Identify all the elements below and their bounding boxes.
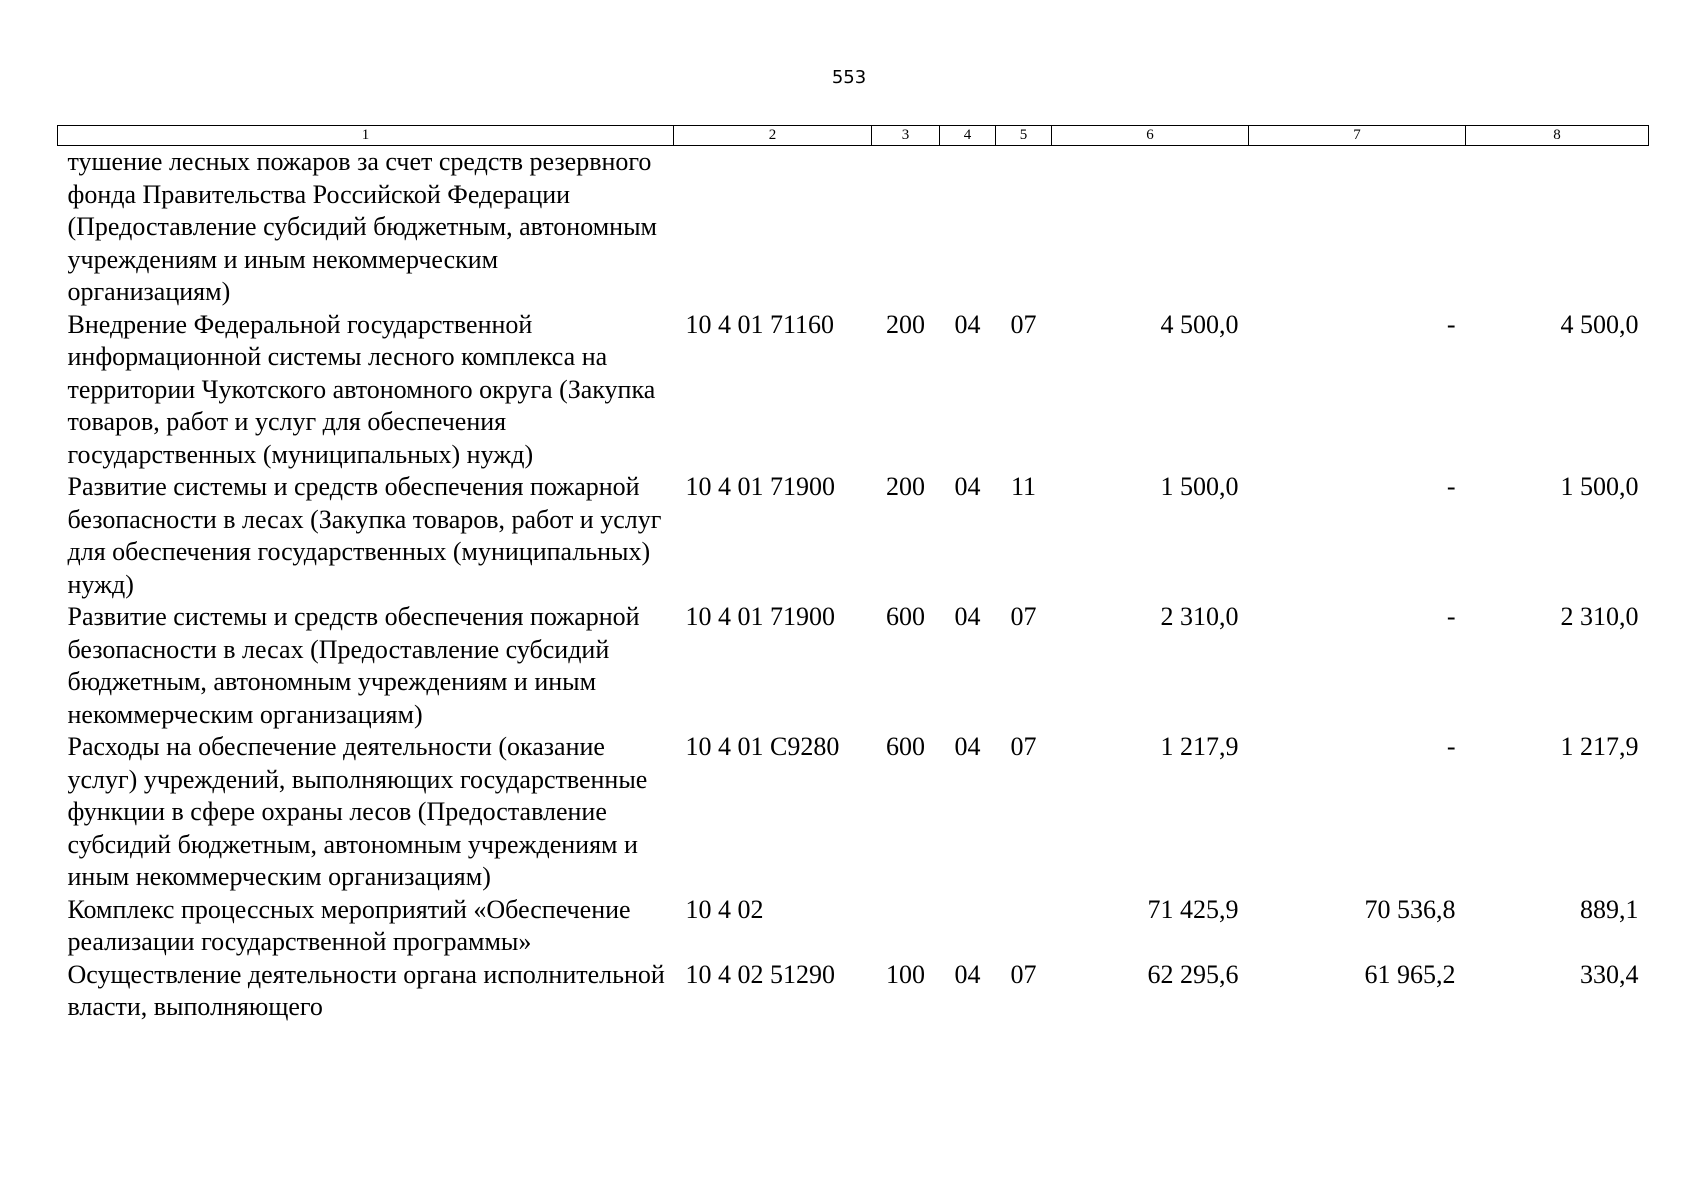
row-section [940, 894, 996, 959]
row-regional: 2 310,0 [1560, 602, 1639, 631]
row-subsection: 07 [1010, 732, 1037, 761]
column-header-8: 8 [1466, 126, 1649, 146]
row-federal: - [1446, 732, 1456, 761]
row-subsection: 07 [1010, 602, 1037, 631]
row-name: Развитие системы и средств обеспечения пожарной безопасности в лесах (Предоставление субсидий бюджетным, автономным учреждениям и иным некоммерческим организациям) [67, 602, 640, 729]
row-total: 1 217,9 [1160, 732, 1239, 761]
row-target-code: 10 4 02 [685, 894, 764, 924]
row-expense-type: 600 [886, 732, 925, 761]
row-total: 4 500,0 [1160, 309, 1239, 339]
row-subsection: 07 [1010, 309, 1037, 339]
table-row [58, 894, 1649, 959]
budget-table [57, 125, 1649, 1024]
row-regional: 330,4 [1580, 959, 1639, 989]
row-section: 04 [954, 602, 981, 631]
row-name: Комплекс процессных мероприятий «Обеспечение реализации государственной программы» [67, 894, 631, 956]
column-header-1: 1 [58, 126, 674, 146]
column-header-3: 3 [872, 126, 940, 146]
column-header-4: 4 [940, 126, 996, 146]
row-subsection: 11 [1010, 472, 1037, 501]
row-target-code: 10 4 01 71900 [685, 602, 835, 631]
row-section: 04 [954, 472, 981, 501]
table-row [58, 959, 1649, 1024]
row-target-code: 10 4 01 С9280 [685, 732, 840, 761]
row-federal: 70 536,8 [1364, 894, 1456, 924]
row-expense-type [872, 146, 940, 309]
column-header-2: 2 [674, 126, 872, 146]
row-name: тушение лесных пожаров за счет средств резервного фонда Правительства Российской Федерации (Предоставление субсидий бюджетным, автономным учреждениям и иным некоммерческим организациям) [67, 147, 657, 306]
row-federal: 61 965,2 [1364, 959, 1456, 989]
table-row [58, 731, 1649, 894]
row-section: 04 [954, 732, 981, 761]
table-row [58, 601, 1649, 731]
row-federal: - [1446, 472, 1456, 501]
row-section: 04 [954, 309, 981, 339]
row-subsection [996, 146, 1052, 309]
row-name: Расходы на обеспечение деятельности (оказание услуг) учреждений, выполняющих государственные функции в сфере охраны лесов (Предоставление субсидий бюджетным, автономным учреждениям и иным некоммерческим организациям) [67, 732, 648, 891]
row-subsection [996, 894, 1052, 959]
column-header-5: 5 [996, 126, 1052, 146]
row-regional: 1 500,0 [1560, 472, 1639, 501]
column-header-7: 7 [1249, 126, 1466, 146]
row-total: 62 295,6 [1147, 959, 1239, 989]
row-target-code [674, 146, 872, 309]
row-name: Осуществление деятельности органа исполнительной власти, выполняющего [67, 959, 665, 1021]
row-expense-type: 600 [886, 602, 925, 631]
row-regional: 889,1 [1580, 894, 1639, 924]
row-regional [1466, 146, 1649, 309]
table-row [58, 146, 1649, 309]
row-name: Развитие системы и средств обеспечения пожарной безопасности в лесах (Закупка товаров, работ и услуг для обеспечения государственных (муниципальных) нужд) [67, 472, 662, 599]
row-regional: 1 217,9 [1560, 732, 1639, 761]
table-row [58, 471, 1649, 601]
row-federal: - [1446, 602, 1456, 631]
row-total [1052, 146, 1249, 309]
table-row [58, 309, 1649, 472]
column-number-header [58, 126, 1649, 146]
row-regional: 4 500,0 [1560, 309, 1639, 339]
row-expense-type: 200 [886, 309, 925, 339]
row-federal: - [1446, 309, 1456, 339]
row-expense-type: 100 [886, 959, 925, 989]
row-total: 1 500,0 [1160, 472, 1239, 501]
column-header-6: 6 [1052, 126, 1249, 146]
row-target-code: 10 4 02 51290 [685, 959, 835, 989]
row-name: Внедрение Федеральной государственной информационной системы лесного комплекса на территории Чукотского автономного округа (Закупка товаров, работ и услуг для обеспечения государственных (муниципальных) нужд) [67, 309, 656, 469]
row-federal [1249, 146, 1466, 309]
row-total: 71 425,9 [1147, 894, 1239, 924]
page-number: 553 [831, 67, 867, 88]
row-expense-type: 200 [886, 472, 925, 501]
row-target-code: 10 4 01 71160 [685, 309, 835, 339]
row-subsection: 07 [1010, 959, 1037, 989]
row-expense-type [872, 894, 940, 959]
row-target-code: 10 4 01 71900 [685, 472, 835, 501]
row-total: 2 310,0 [1160, 602, 1239, 631]
row-section: 04 [954, 959, 981, 989]
row-section [940, 146, 996, 309]
